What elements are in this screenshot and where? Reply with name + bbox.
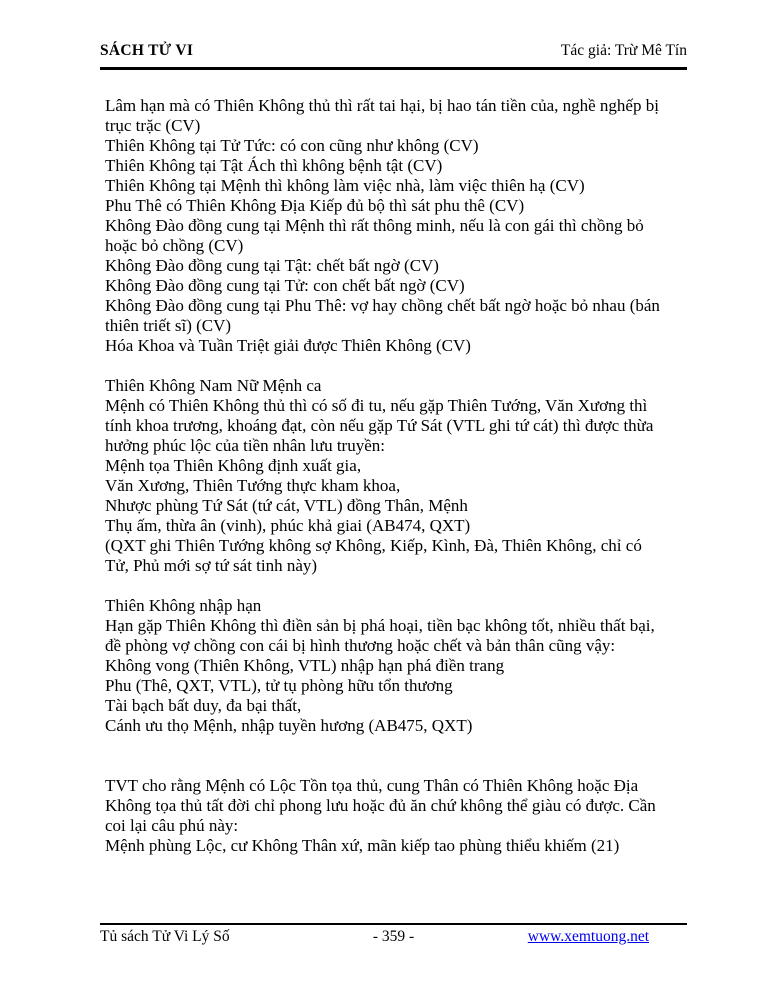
body-line: Tử, Phủ mới sợ tứ sát tinh này) (105, 556, 318, 575)
body-line: hoặc bỏ chồng (CV) (105, 236, 244, 255)
body-line: Thiên Không tại Mệnh thì không làm việc nhà, làm việc thiên hạ (CV) (105, 176, 585, 195)
body-line: Thiên Không tại Tật Ách thì không bệnh tật (CV) (105, 156, 443, 175)
body-line: Phu Thê có Thiên Không Địa Kiếp đủ bộ thì sát phu thê (CV) (105, 196, 525, 215)
body-line: Không vong (Thiên Không, VTL) nhập hạn phá điền trang (105, 656, 505, 675)
body-line: Mệnh có Thiên Không thủ thì có số đi tu, nếu gặp Thiên Tướng, Văn Xương thì (105, 396, 648, 415)
body-line: Mệnh tọa Thiên Không định xuất gia, (105, 456, 362, 475)
body-line: Không tọa thủ tất đời chỉ phong lưu hoặc đủ ăn chứ không thể giàu có được. Cần (105, 796, 656, 815)
body-line: Mệnh phùng Lộc, cư Không Thân xứ, mãn kiếp tao phùng thiểu khiếm (21) (105, 836, 620, 855)
body-line: Không Đào đồng cung tại Phu Thê: vợ hay chồng chết bất ngờ hoặc bỏ nhau (bán (105, 296, 660, 315)
body-line: Thiên Không tại Tử Tức: có con cũng như không (CV) (105, 136, 479, 155)
body-line: coi lại câu phú này: (105, 816, 239, 835)
body-line: Không Đào đồng cung tại Mệnh thì rất thông minh, nếu là con gái thì chồng bỏ (105, 216, 644, 235)
body-line: Hạn gặp Thiên Không thì điền sản bị phá hoại, tiền bạc không tốt, nhiều thất bại, (105, 616, 655, 635)
body-line: Không Đào đồng cung tại Tật: chết bất ngờ (CV) (105, 256, 439, 275)
body-text-block (105, 96, 687, 856)
footer-link-cell (491, 928, 687, 946)
body-line: đề phòng vợ chồng con cái bị hình thương hoặc chết và bản thân cũng vậy: (105, 636, 616, 655)
body-line: Văn Xương, Thiên Tướng thực kham khoa, (105, 476, 401, 495)
body-line (105, 736, 687, 756)
body-line: Hóa Khoa và Tuần Triệt giải được Thiên Không (CV) (105, 336, 471, 355)
page-number: - 359 - (372, 928, 415, 945)
body-line: (QXT ghi Thiên Tướng không sợ Không, Kiếp, Kình, Đà, Thiên Không, chỉ có (105, 536, 642, 555)
author-credit: Tác giả: Trừ Mê Tín (560, 42, 687, 59)
body-line: hưởng phúc lộc của tiền nhân lưu truyền: (105, 436, 385, 455)
body-line (105, 756, 687, 776)
page-header (100, 42, 687, 70)
body-line (105, 576, 687, 596)
body-line: Tài bạch bất duy, đa bại thất, (105, 696, 302, 715)
page-footer (100, 923, 687, 946)
website-link[interactable]: www.xemtuong.net (527, 928, 650, 945)
body-line: Thụ ấm, thừa ân (vinh), phúc khả giai (AB474, QXT) (105, 516, 471, 535)
body-line: Lâm hạn mà có Thiên Không thủ thì rất tai hại, bị hao tán tiền của, nghề nghếp bị (105, 96, 659, 115)
body-line: Nhược phùng Tứ Sát (tứ cát, VTL) đồng Thân, Mệnh (105, 496, 468, 515)
body-line: Cánh ưu thọ Mệnh, nhập tuyền hương (AB475, QXT) (105, 716, 473, 735)
body-line: tính khoa trương, khoáng đạt, còn nếu gặp Tứ Sát (VTL ghi tứ cát) thì được thừa (105, 416, 654, 435)
body-line: trục trặc (CV) (105, 116, 201, 135)
body-line: TVT cho rằng Mệnh có Lộc Tồn tọa thủ, cung Thân có Thiên Không hoặc Địa (105, 776, 639, 795)
body-line (105, 356, 687, 376)
body-line: thiên triết sĩ) (CV) (105, 316, 232, 335)
body-line: Thiên Không nhập hạn (105, 596, 262, 615)
body-line: Thiên Không Nam Nữ Mệnh ca (105, 376, 322, 395)
footer-series-title: Tủ sách Tử Vi Lý Số (100, 928, 230, 945)
book-title: SÁCH TỬ VI (100, 42, 194, 59)
body-line: Phu (Thê, QXT, VTL), tử tụ phòng hữu tổn thương (105, 676, 453, 695)
body-line: Không Đào đồng cung tại Tử: con chết bất ngờ (CV) (105, 276, 465, 295)
